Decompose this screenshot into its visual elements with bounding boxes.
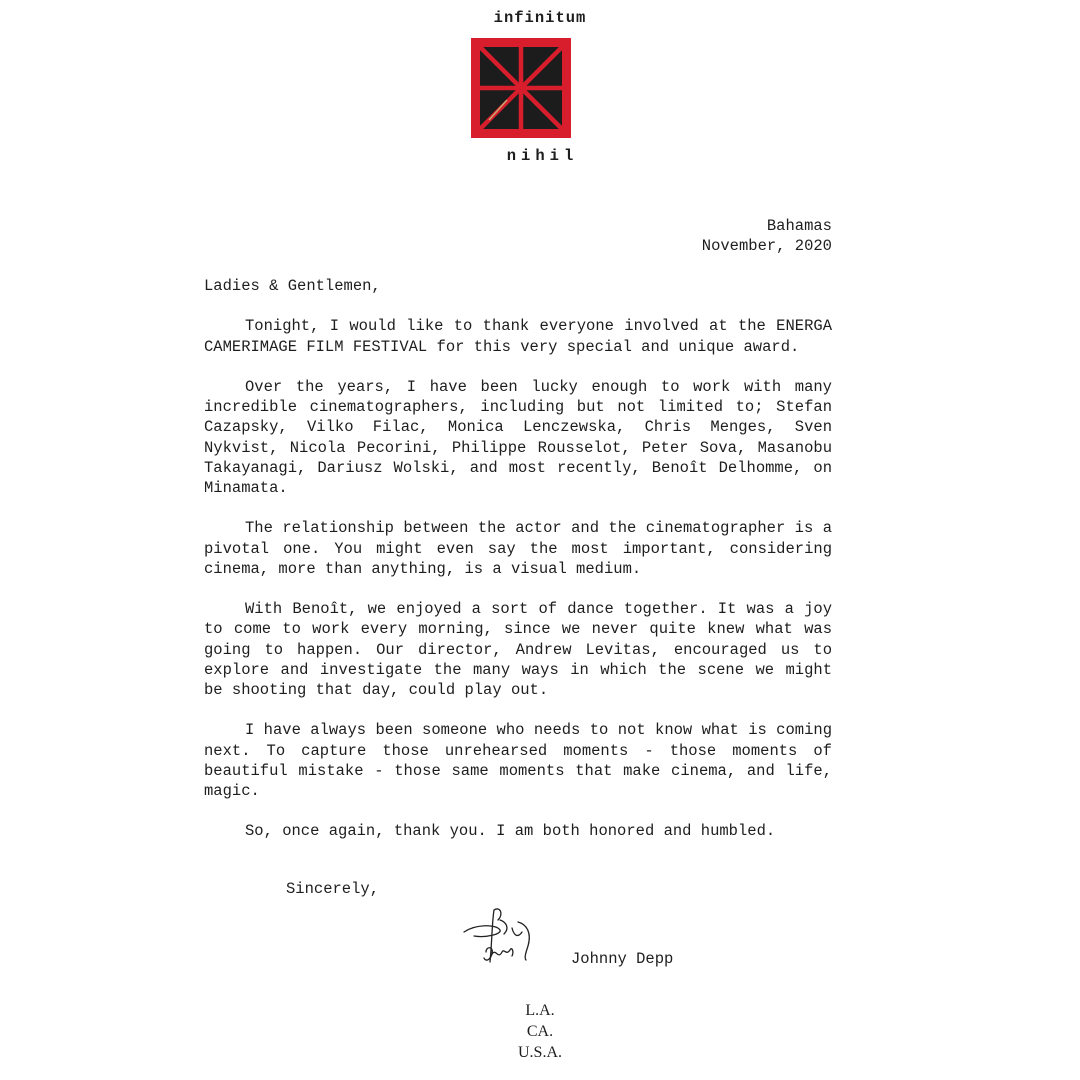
letter-body [204, 276, 832, 862]
paragraph: With Benoît, we enjoyed a sort of dance together. It was a joy to come to work every morning, since we never quite knew what was going to happen. Our director, Andrew Levitas, encouraged us to explore and investigate the many ways in which the scene we might be shooting that day, could play out. [204, 600, 832, 699]
signer-name: Johnny Depp [571, 950, 674, 968]
address-line: L.A. [525, 1002, 555, 1019]
address-block [0, 1000, 1080, 1063]
letterhead-top-text: infinitum [493, 9, 587, 27]
infinitum-nihil-logo [471, 38, 571, 138]
paragraph: I have always been someone who needs to not know what is coming next. To capture those unrehearsed moments - those moments of beautiful mistake - those same moments that make cinema, and life, magic. [204, 721, 832, 800]
letter-place: Bahamas [766, 217, 832, 235]
paragraph: So, once again, thank you. I am both honored and humbled. [245, 822, 776, 841]
place-date-block [702, 216, 832, 256]
salutation: Ladies & Gentlemen, [204, 277, 381, 295]
paragraph: Over the years, I have been lucky enough to work with many incredible cinematographers, including but not limited to; Stefan Cazapsky, Vilko Filac, Monica Lenczewska, Chris Menges, Sven Nykvist, Nicola Pecorini, Philippe Rousselot, Peter Sova, Masanobu Takayanagi, Dariusz Wolski, and most recently, Benoît Delhomme, on Minamata. [204, 377, 832, 497]
address-line: U.S.A. [517, 1044, 562, 1061]
paragraph: The relationship between the actor and the cinematographer is a pivotal one. You might even say the most important, considering cinema, more than anything, is a visual medium. [204, 519, 832, 578]
paragraph: Tonight, I would like to thank everyone involved at the ENERGA CAMERIMAGE FILM FESTIVAL for this very special and unique award. [204, 317, 832, 356]
address-line: CA. [526, 1023, 554, 1040]
closing: Sincerely, [286, 880, 380, 898]
letter-date: November, 2020 [701, 237, 832, 255]
letterhead-bottom-text: nihil [506, 147, 579, 165]
handwritten-signature [456, 902, 542, 972]
